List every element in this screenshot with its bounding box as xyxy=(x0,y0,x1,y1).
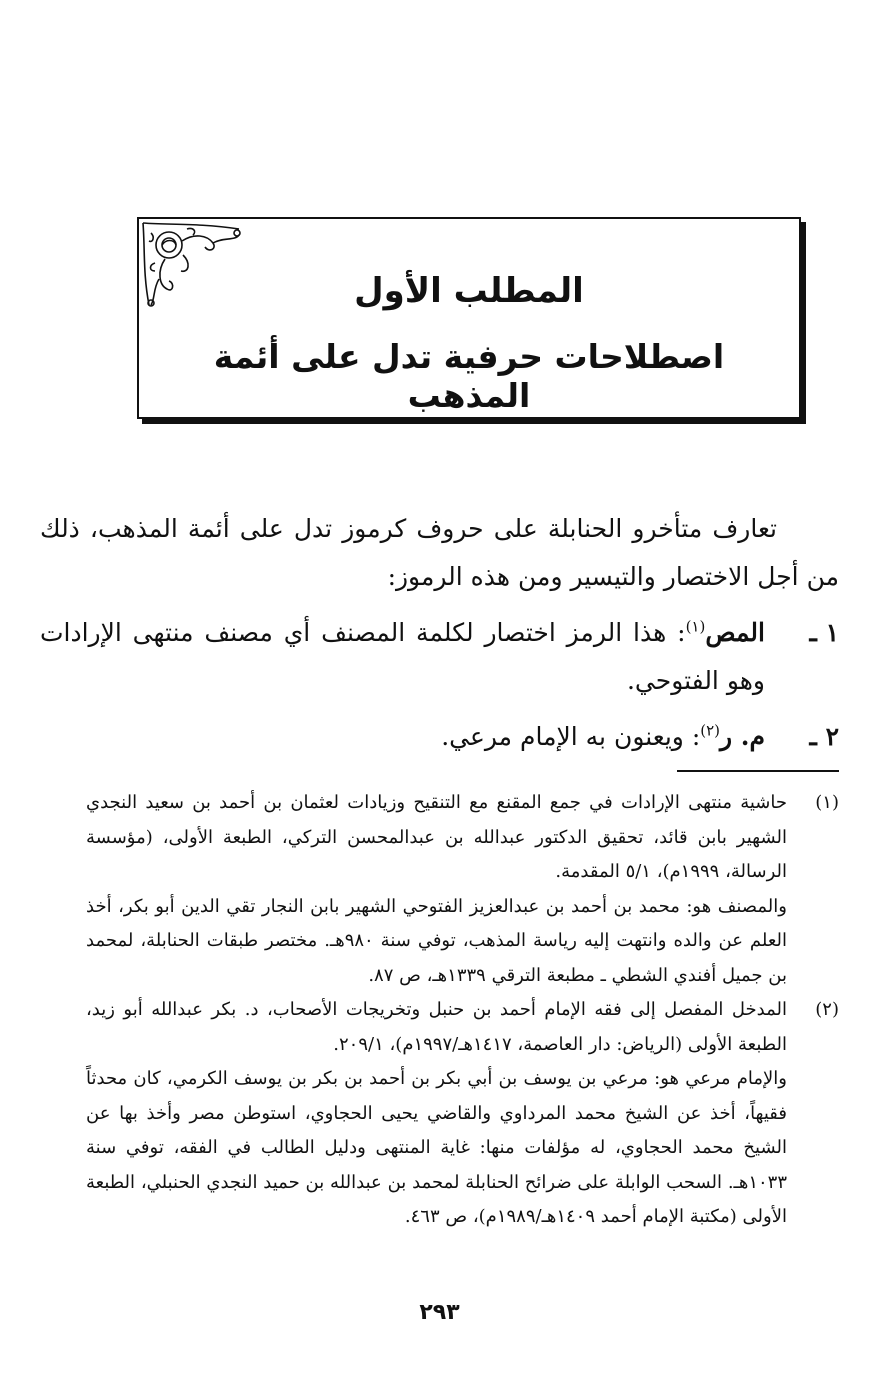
list-item-number: ٢ ـ xyxy=(809,722,839,751)
footnote-separator xyxy=(677,770,839,772)
list-item-term: المص xyxy=(705,618,765,647)
list-item-text: : هذا الرمز اختصار لكلمة المصنف أي مصنف منتهى الإرادات وهو الفتوحي. xyxy=(40,618,765,695)
intro-paragraph: تعارف متأخرو الحنابلة على حروف كرموز تدل على أئمة المذهب، ذلك من أجل الاختصار والتيسير ومن هذه الرموز: xyxy=(40,514,839,591)
footnote-paragraph: والمصنف هو: محمد بن أحمد بن عبدالعزيز الفتوحي الشهير بابن النجار تقي الدين أبو بكر، أخذ العلم عن والده وانتهت إليه رياسة المذهب، توفي سنة ٩٨٠هـ. مختصر طبقات الحنابلة، لمحمد بن جميل أفندي الشطي ـ مطبعة الترقي ١٣٣٩هـ، ص ٨٧. xyxy=(86,895,788,986)
footnote-ref: (٢) xyxy=(700,721,721,740)
footnote-number: (١) xyxy=(815,792,839,813)
main-text xyxy=(40,505,839,761)
footnotes xyxy=(86,786,839,1235)
list-item-number: ١ ـ xyxy=(809,618,839,647)
list-item xyxy=(40,713,839,761)
footnote-number: (٢) xyxy=(815,999,839,1020)
footnote xyxy=(86,786,839,993)
footnote xyxy=(86,993,839,1235)
list-item xyxy=(40,609,839,705)
footnote-paragraph: والإمام مرعي هو: مرعي بن يوسف بن أبي بكر بن أحمد بن بكر بن يوسف الكرمي، كان محدثاً فقيهاً، أخذ عن الشيخ محمد المرداوي والقاضي يحيى الحجاوي، استوطن مصر وأخذ بها عن الشيخ محمد الحجاوي، له مؤلفات منها: غاية المنتهى ودليل الطالب في الفقه، توفي سنة ١٠٣٣هـ. السحب الوابلة على ضرائح الحنابلة لمحمد بن عبدالله بن حميد النجدي الحنبلي، الطبعة الأولى (مكتبة الإمام أحمد ١٤٠٩هـ/١٩٨٩م)، ص ٤٦٣. xyxy=(86,1068,788,1227)
footnote-ref: (١) xyxy=(685,617,706,636)
section-title-frame xyxy=(137,217,801,419)
section-title: المطلب الأول xyxy=(354,271,584,311)
page-number: ٢٩٣ xyxy=(419,1300,460,1325)
section-subtitle: اصطلاحات حرفية تدل على أئمة المذهب xyxy=(213,337,725,415)
list-item-term: م. ر xyxy=(720,722,765,751)
footnote-paragraph: المدخل المفصل إلى فقه الإمام أحمد بن حنبل وتخريجات الأصحاب، د. بكر عبدالله أبو زيد، الطبعة الأولى (الرياض: دار العاصمة، ١٤١٧هـ/١٩٩٧م)، ٢٠٩/١. xyxy=(86,999,787,1055)
list-item-text: : ويعنون به الإمام مرعي. xyxy=(441,722,701,751)
footnote-paragraph: حاشية منتهى الإرادات في جمع المقنع مع التنقيح وزيادات لعثمان بن أحمد بن سعيد النجدي الشهير بابن قائد، تحقيق الدكتور عبدالله بن عبدالمحسن التركي، الطبعة الأولى، (مؤسسة الرسالة، ١٩٩٩م)، ٥/١ المقدمة. xyxy=(86,792,787,882)
